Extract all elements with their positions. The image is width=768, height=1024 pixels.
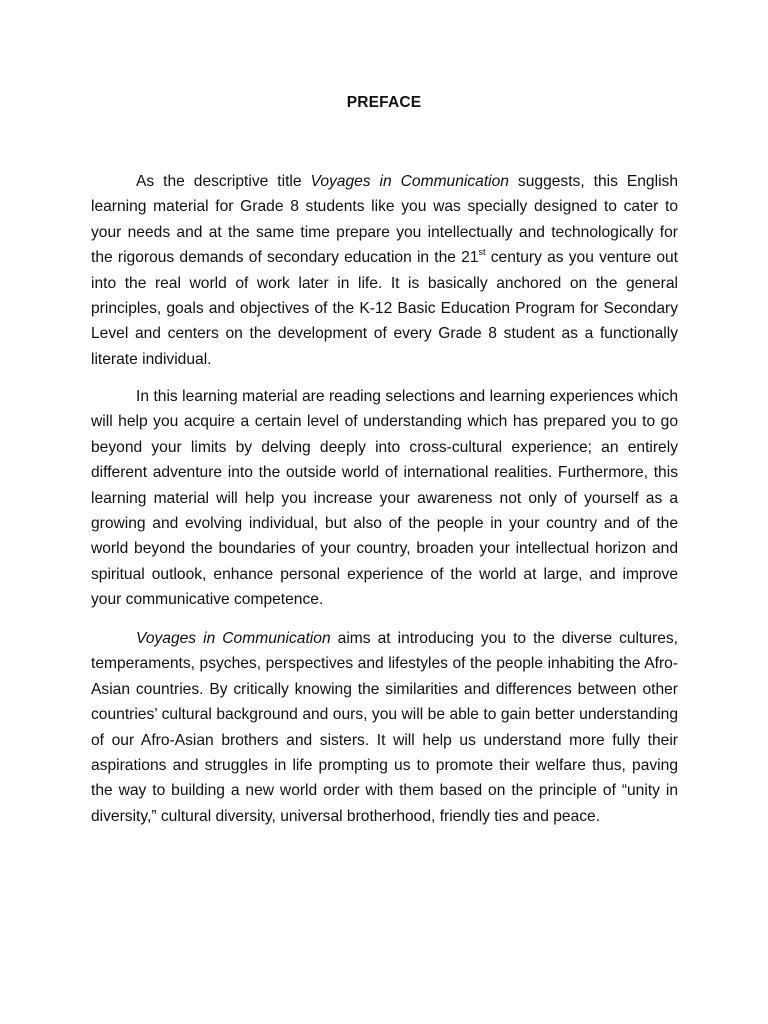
paragraph-3-text: aims at introducing you to the diverse cultures, temperaments, psyches, perspectives and lifestyles of the people inhabiting the Afro-Asian countries. By critically knowing the similarities and differences between other countries’ cultural background and ours, you will be able to gain better understanding of our Afro-Asian brothers and sisters. It will help us understand more fully their aspirations and struggles in life prompting us to promote their welfare thus, paving the way to building a new world order with them based on the principle of “unity in diversity,” cultural diversity, universal brotherhood, friendly ties and peace. [91,630,679,825]
paragraph-1-text-a: suggests, this English learning material for Grade 8 students like you was specially designed to cater to your needs and at the same time prepare you intellectually and technologically for the rigorous demands of secondary education in the 21 [91,173,678,267]
book-title-italic: Voyages in Communication [136,630,331,647]
page-title: PREFACE [346,94,422,111]
paragraph-2 [91,384,678,613]
book-title-italic: Voyages in Communication [310,173,509,190]
paragraph-3 [91,626,678,829]
paragraph-1-intro: As the descriptive title [136,173,311,190]
paragraph-1-text-b: century as you venture out into the real world of work later in life. It is basically anchored on the general principles, goals and objectives of the K-12 Basic Education Program for Secondary Level and centers on the development of every Grade 8 student as a functionally literate individual. [91,249,678,368]
paragraph-1 [91,169,678,372]
paragraph-2-text: In this learning material are reading selections and learning experiences which will help you acquire a certain level of understanding which has prepared you to go beyond your limits by delving deeply into cross-cultural experience; an entirely different adventure into the outside world of international realities. Furthermore, this learning material will help you increase your awareness not only of yourself as a growing and evolving individual, but also of the people in your country and of the world beyond the boundaries of your country, broaden your intellectual horizon and spiritual outlook, enhance personal experience of the world at large, and improve your communicative competence. [91,388,678,609]
ordinal-superscript: st [478,247,486,258]
